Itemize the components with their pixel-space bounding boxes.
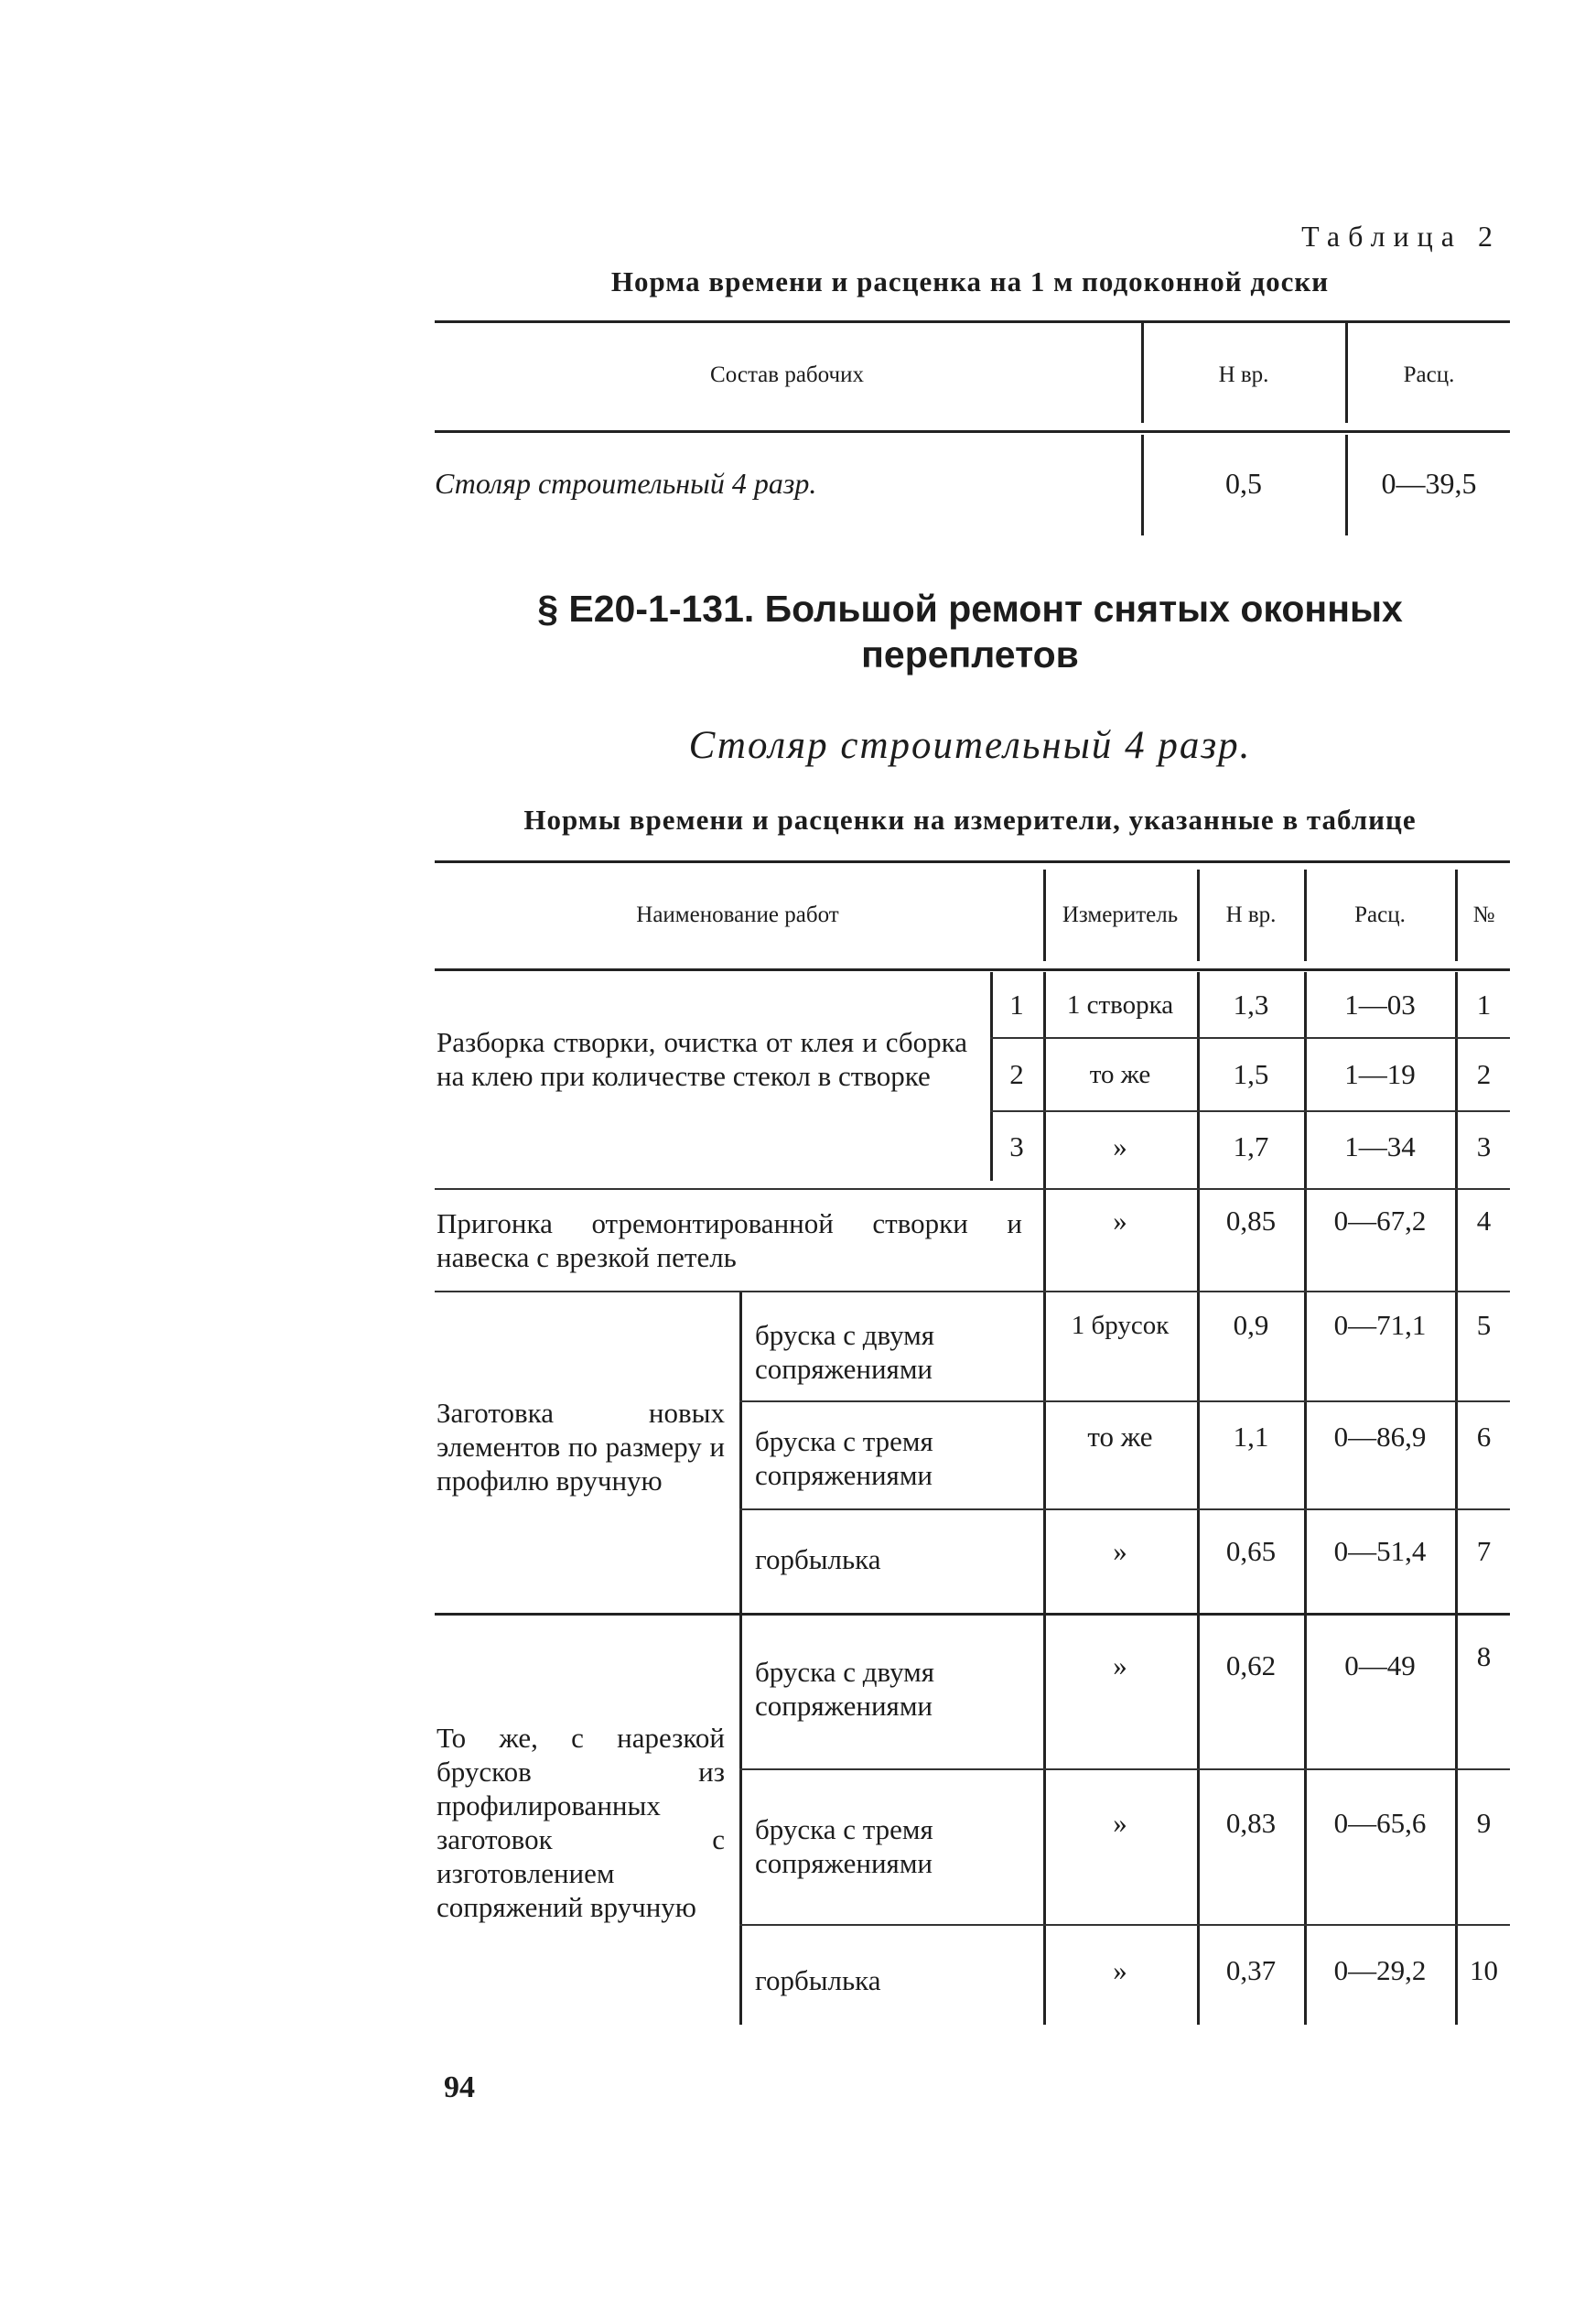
- cell-norm: 1,1: [1233, 1421, 1269, 1453]
- cell-number: 10: [1470, 1954, 1498, 1986]
- cell-unit: 1 створка: [1066, 989, 1174, 1020]
- sub-description: бруска с тремя сопряжениями: [755, 1813, 933, 1879]
- cell-norm: 0,5: [1225, 466, 1262, 500]
- header-norm: Н вр.: [1218, 362, 1269, 387]
- cell-rate: 0—49: [1344, 1649, 1416, 1681]
- cell-workers: Столяр строительный 4 разр.: [435, 466, 817, 500]
- cell-number: 1: [1476, 989, 1492, 1021]
- cell-unit: »: [1113, 1535, 1127, 1567]
- cell-rate: 0—67,2: [1333, 1205, 1427, 1237]
- cell-norm: 0,62: [1225, 1649, 1277, 1681]
- cell-rate: 0—71,1: [1333, 1309, 1427, 1341]
- work-group-4: То же, с нарезкой брусков из профилированных заготовок с изготовлением сопряжений вручную: [437, 1722, 725, 1923]
- sub-description: бруска с тремя сопряжениями: [755, 1425, 933, 1491]
- cell-number: 7: [1476, 1535, 1492, 1567]
- cell-number: 8: [1476, 1640, 1492, 1672]
- cell-norm: 0,9: [1233, 1309, 1269, 1341]
- sub-number: 3: [1009, 1130, 1024, 1162]
- header-number: №: [1472, 903, 1495, 927]
- cell-rate: 1—03: [1344, 989, 1416, 1021]
- section-title-line-2: переплетов: [861, 633, 1079, 676]
- page-number: 94: [444, 2070, 475, 2104]
- cell-rate: 0—51,4: [1333, 1535, 1427, 1567]
- cell-unit: »: [1113, 1649, 1127, 1681]
- cell-unit: то же: [1089, 1059, 1151, 1089]
- table-caption: Нормы времени и расценки на измерители, указанные в таблице: [523, 804, 1417, 836]
- cell-number: 3: [1476, 1130, 1492, 1162]
- sub-number: 2: [1009, 1058, 1024, 1090]
- sub-description: бруска с двумя сопряжениями: [755, 1656, 935, 1722]
- work-group-2: Пригонка отремонтированной створки и навеска с врезкой петель: [437, 1207, 1022, 1273]
- sub-number: 1: [1009, 989, 1024, 1021]
- sub-description: бруска с двумя сопряжениями: [755, 1319, 935, 1385]
- cell-number: 6: [1476, 1421, 1492, 1453]
- cell-number: 5: [1476, 1309, 1492, 1341]
- header-work: Наименование работ: [636, 903, 839, 927]
- cell-norm: 0,37: [1225, 1954, 1277, 1986]
- header-workers: Состав рабочих: [710, 362, 864, 387]
- cell-unit: »: [1113, 1954, 1127, 1986]
- sub-description: горбылька: [755, 1543, 881, 1575]
- cell-rate: 0—39,5: [1381, 466, 1477, 500]
- header-norm: Н вр.: [1225, 903, 1277, 927]
- sub-description: горбылька: [755, 1964, 881, 1996]
- cell-rate: 1—19: [1344, 1058, 1416, 1090]
- cell-rate: 0—29,2: [1333, 1954, 1427, 1986]
- cell-norm: 1,7: [1233, 1130, 1269, 1162]
- table-2-header-rule: [435, 430, 1510, 433]
- work-group-3: Заготовка новых элементов по размеру и профилю вручную: [437, 1397, 725, 1497]
- header-rate: Расц.: [1403, 362, 1455, 387]
- cell-number: 9: [1476, 1807, 1492, 1839]
- cell-unit: »: [1113, 1807, 1127, 1839]
- table-3-header-rule: [435, 968, 1510, 971]
- section-title: [430, 586, 1510, 677]
- cell-unit: »: [1113, 1205, 1127, 1237]
- section-title-line-1: § Е20-1-131. Большой ремонт снятых оконных: [537, 588, 1403, 630]
- cell-unit: то же: [1087, 1421, 1153, 1453]
- worker-subtitle: Столяр строительный 4 разр.: [688, 724, 1252, 767]
- cell-norm: 0,83: [1225, 1807, 1277, 1839]
- cell-norm: 0,65: [1225, 1535, 1277, 1567]
- cell-rate: 0—65,6: [1333, 1807, 1427, 1839]
- cell-number: 2: [1476, 1058, 1492, 1090]
- cell-norm: 0,85: [1225, 1205, 1277, 1237]
- header-unit: Измеритель: [1062, 903, 1179, 927]
- table-2-label: Таблица 2: [1301, 220, 1501, 253]
- cell-norm: 1,3: [1233, 989, 1269, 1021]
- cell-unit: »: [1113, 1130, 1127, 1162]
- cell-rate: 0—86,9: [1333, 1421, 1427, 1453]
- header-rate: Расц.: [1354, 903, 1406, 927]
- table-2-title: Норма времени и расценка на 1 м подоконной доски: [610, 265, 1330, 297]
- work-group-1: Разборка створки, очистка от клея и сборка на клею при количестве стекол в створке: [437, 1026, 967, 1092]
- cell-number: 4: [1476, 1205, 1492, 1237]
- cell-rate: 1—34: [1344, 1130, 1416, 1162]
- cell-norm: 1,5: [1233, 1058, 1269, 1090]
- table-3-top-rule: [435, 860, 1510, 863]
- table-3-divider: [739, 1292, 742, 2025]
- cell-unit: 1 брусок: [1071, 1310, 1170, 1340]
